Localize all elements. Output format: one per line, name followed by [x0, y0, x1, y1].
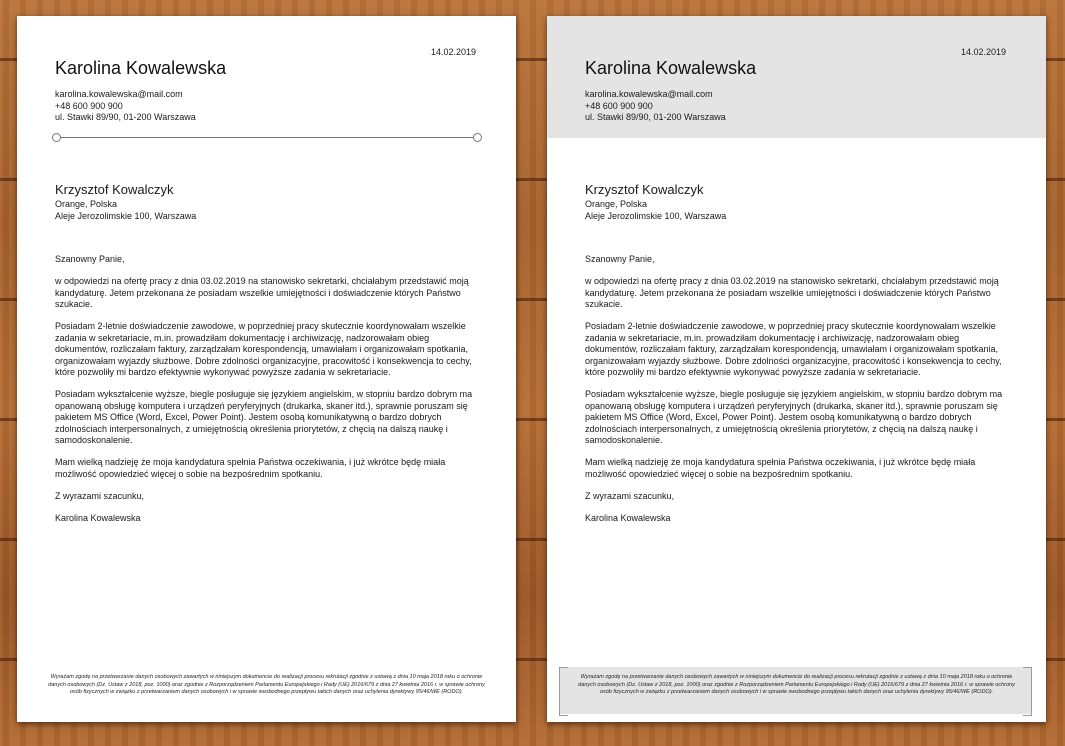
- divider-dot-left: [52, 133, 61, 142]
- gdpr-clause: Wyrażam zgodę na przetwarzanie danych osobowych zawartych w niniejszym dokumencie do realizacji procesu rekrutacji zgodnie z ustawą z dnia 10 maja 2018 roku o ochronie danych osobowych (Dz. Ustaw z 2018, poz. 1000) oraz zgodnie z Rozporządzeniem Parlamentu Europejskiego i Rady (UE) 2016/679 z dnia 27 kwietnia 2016 r. w sprawie ochrony osób fizycznych w związku z przetwarzaniem danych osobowych i w sprawie swobodnego przepływu takich danych oraz uchylenia dyrektywy 95/46/WE (RODO).: [48, 674, 485, 695]
- paragraph-2: Posiadam 2-letnie doświadczenie zawodowe, w poprzedniej pracy skutecznie koordynowałam wszelkie zadania w sekretariacie, m.in. prowadziłam dokumentację i archiwizację, nadzorowałam obieg dokumentów, rozliczałam faktury, zarządzałam korespondencją, umawiałam i organizowałam spotkania, organizowałam wyjazdy służbowe. Dobre zdolności organizacyjne, pracowitość i konsekwencja to cechy, które pozwoliły mi bardzo efektywnie wykonywać powyższe zadania w sekretariacie.: [55, 321, 472, 377]
- closing: Z wyrazami szacunku,: [55, 490, 145, 501]
- recipient-company: Orange, Polska: [585, 199, 648, 209]
- recipient-address: Aleje Jerozolimskie 100, Warszawa: [585, 211, 727, 221]
- signature: Karolina Kowalewska: [585, 512, 671, 523]
- letter-body: [585, 254, 1007, 535]
- recipient-block: [55, 182, 196, 222]
- sender-contact: [585, 89, 726, 124]
- recipient-name: Krzysztof Kowalczyk: [55, 182, 174, 197]
- sender-address: ul. Stawki 89/90, 01-200 Warszawa: [585, 112, 726, 122]
- header-divider: [55, 137, 480, 138]
- paragraph-1: w odpowiedzi na ofertę pracy z dnia 03.02.2019 na stanowisko sekretarki, chciałabym przedstawić moją kandydaturę. Jetem przekonana że posiadam wszelkie umiejętności i doświadczenie których Państwo szukacie.: [585, 276, 999, 309]
- sender-contact: [55, 89, 196, 124]
- sender-name: Karolina Kowalewska: [585, 58, 757, 78]
- sender-name: Karolina Kowalewska: [55, 58, 227, 78]
- letter-body: [55, 254, 477, 535]
- divider-dot-right: [473, 133, 482, 142]
- signature: Karolina Kowalewska: [55, 512, 141, 523]
- letter-page-left: [17, 16, 516, 722]
- sender-address: ul. Stawki 89/90, 01-200 Warszawa: [55, 112, 196, 122]
- recipient-name: Krzysztof Kowalczyk: [585, 182, 704, 197]
- paragraph-3: Posiadam wykształcenie wyższe, biegle posługuje się językiem angielskim, w stopniu bardzo dobrym ma opanowaną obsługę komputera i urządzeń peryferyjnych (drukarka, skaner itd.), sprawnie poruszam się pakietem MS Office (Word, Excel, Power Point). Jestem osobą komunikatywną o bardzo dobrych zdolnościach interpersonalnych, z umiejętnością określenia priorytetów, z chęcią na dalszą naukę i samodoskonalenie.: [55, 389, 473, 445]
- closing: Z wyrazami szacunku,: [585, 490, 675, 501]
- paragraph-4: Mam wielką nadzieję że moja kandydatura spełnia Państwa oczekiwania, i już wkrótce będę miała możliwość opowiedzieć więcej o sobie na bezpośrednim spotkaniu.: [585, 457, 976, 479]
- letter-date: 14.02.2019: [430, 47, 476, 57]
- sender-phone: +48 600 900 900: [55, 100, 123, 111]
- greeting: Szanowny Panie,: [585, 254, 655, 264]
- recipient-company: Orange, Polska: [55, 199, 118, 209]
- paragraph-3: Posiadam wykształcenie wyższe, biegle posługuje się językiem angielskim, w stopniu bardzo dobrym ma opanowaną obsługę komputera i urządzeń peryferyjnych (drukarka, skaner itd.), sprawnie poruszam się pakietem MS Office (Word, Excel, Power Point). Jestem osobą komunikatywną o bardzo dobrych zdolnościach interpersonalnych, z umiejętnością określenia priorytetów, z chęcią na dalszą naukę i samodoskonalenie.: [585, 389, 1003, 445]
- gdpr-clause: Wyrażam zgodę na przetwarzanie danych osobowych zawartych w niniejszym dokumencie do realizacji procesu rekrutacji zgodnie z ustawą z dnia 10 maja 2018 roku o ochronie danych osobowych (Dz. Ustaw z 2018, poz. 1000) oraz zgodnie z Rozporządzeniem Parlamentu Europejskiego i Rady (UE) 2016/679 z dnia 27 kwietnia 2016 r. w sprawie ochrony osób fizycznych w związku z przetwarzaniem danych osobowych i w sprawie swobodnego przepływu takich danych oraz uchylenia dyrektywy 95/46/WE (RODO).: [578, 674, 1015, 695]
- sender-email: karolina.kowalewska@mail.com: [585, 89, 713, 99]
- recipient-address: Aleje Jerozolimskie 100, Warszawa: [55, 211, 197, 221]
- letter-page-right: [547, 16, 1046, 722]
- sender-phone: +48 600 900 900: [585, 100, 653, 111]
- paragraph-1: w odpowiedzi na ofertę pracy z dnia 03.02.2019 na stanowisko sekretarki, chciałabym przedstawić moją kandydaturę. Jetem przekonana że posiadam wszelkie umiejętności i doświadczenie których Państwo szukacie.: [55, 276, 469, 309]
- letter-date: 14.02.2019: [960, 47, 1006, 57]
- paragraph-4: Mam wielką nadzieję że moja kandydatura spełnia Państwa oczekiwania, i już wkrótce będę miała możliwość opowiedzieć więcej o sobie na bezpośrednim spotkaniu.: [55, 457, 446, 479]
- greeting: Szanowny Panie,: [55, 254, 125, 264]
- paragraph-2: Posiadam 2-letnie doświadczenie zawodowe, w poprzedniej pracy skutecznie koordynowałam wszelkie zadania w sekretariacie, m.in. prowadziłam dokumentację i archiwizację, nadzorowałam obieg dokumentów, rozliczałam faktury, zarządzałam korespondencją, umawiałam i organizowałam spotkania, organizowałam wyjazdy służbowe. Dobre zdolności organizacyjne, pracowitość i konsekwencja to cechy, które pozwoliły mi bardzo efektywnie wykonywać powyższe zadania w sekretariacie.: [585, 321, 1002, 377]
- recipient-block: [585, 182, 726, 222]
- sender-email: karolina.kowalewska@mail.com: [55, 89, 183, 99]
